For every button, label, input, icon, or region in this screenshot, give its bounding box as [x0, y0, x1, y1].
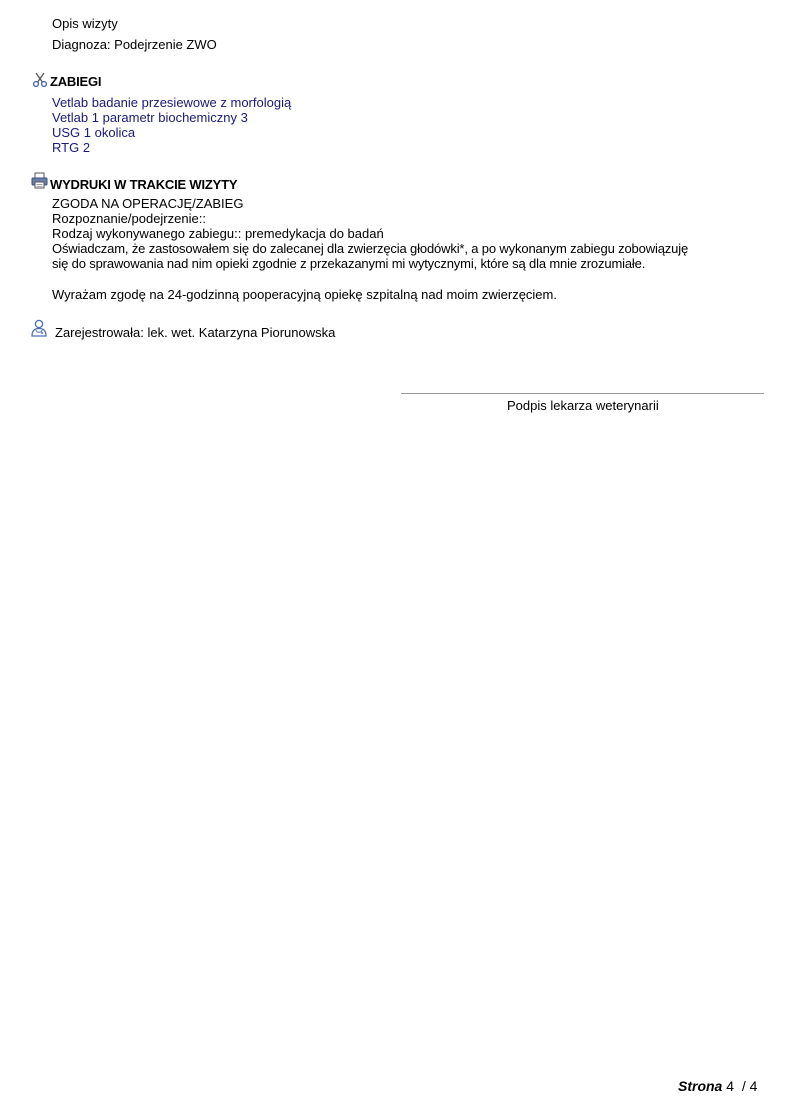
page-total: 4 [749, 1078, 758, 1094]
page-separator: / [741, 1078, 746, 1094]
page-number [678, 1078, 757, 1094]
consent-diagnosis-line: Rozpoznanie/podejrzenie:: [52, 211, 206, 226]
signature-line [401, 393, 764, 394]
procedure-item: RTG 2 [52, 140, 91, 155]
page-current: 4 [726, 1078, 735, 1094]
consent-procedure-type-line: Rodzaj wykonywanego zabiegu:: premedykacja do badań [52, 226, 384, 241]
printouts-heading: WYDRUKI W TRAKCIE WIZYTY [50, 177, 238, 192]
consent-declaration-line: Oświadczam, że zastosowałem się do zalecanej dla zwierzęcia głodówki*, a po wykonanym zabiegu zobowiązuję [52, 241, 689, 256]
page-label: Strona [678, 1078, 723, 1094]
doctor-icon [30, 319, 48, 337]
visit-diagnosis: Diagnoza: Podejrzenie ZWO [52, 37, 217, 52]
printer-icon [31, 172, 48, 189]
procedures-heading: ZABIEGI [50, 74, 102, 89]
consent-declaration-line: się do sprawowania nad nim opieki zgodnie z przekazanymi mi wytycznymi, które są dla mnie zrozumiałe. [52, 256, 646, 271]
procedure-item: Vetlab badanie przesiewowe z morfologią [52, 95, 292, 110]
visit-description-label: Opis wizyty [52, 16, 118, 31]
procedure-item: USG 1 okolica [52, 125, 136, 140]
scissors-icon [32, 72, 48, 88]
signature-label: Podpis lekarza weterynarii [507, 398, 659, 413]
registered-by: Zarejestrowała: lek. wet. Katarzyna Piorunowska [55, 325, 336, 340]
procedure-item: Vetlab 1 parametr biochemiczny 3 [52, 110, 248, 125]
consent-title: ZGODA NA OPERACJĘ/ZABIEG [52, 196, 244, 211]
consent-hospital-care-line: Wyrażam zgodę na 24-godzinną pooperacyjną opiekę szpitalną nad moim zwierzęciem. [52, 287, 557, 302]
